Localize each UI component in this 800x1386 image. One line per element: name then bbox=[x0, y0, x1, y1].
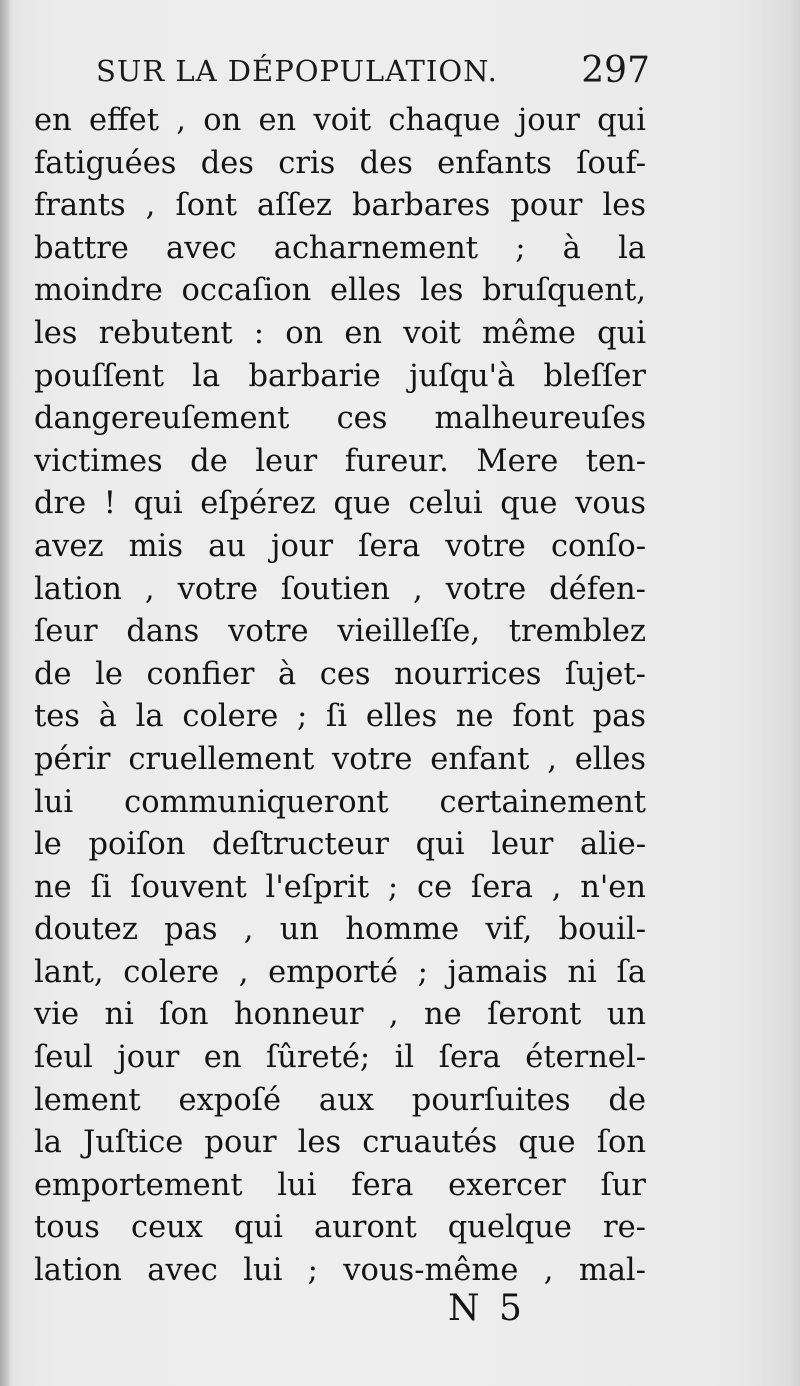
text-line: lant, colere , emporté ; jamais ni ſa bbox=[34, 954, 646, 990]
text-line: pouſſent la barbarie juſqu'à bleſſer bbox=[34, 358, 646, 394]
text-line: dre ! qui eſpérez que celui que vous bbox=[34, 486, 646, 522]
text-line: de le confier à ces nourrices ſujet- bbox=[34, 656, 646, 692]
text-line: périr cruellement votre enfant , elles bbox=[34, 741, 646, 777]
text-line: ne ſi ſouvent l'eſprit ; ce ſera , n'en bbox=[34, 869, 646, 905]
text-line: ſeur dans votre vieilleſſe, tremblez bbox=[34, 614, 646, 650]
text-line: la Juſtice pour les cruautés que ſon bbox=[34, 1125, 646, 1161]
page-header bbox=[96, 50, 656, 100]
running-head: SUR LA DÉPOPULATION. bbox=[96, 54, 498, 88]
text-line: lui communiqueront certainement bbox=[34, 784, 646, 820]
text-line: le poiſon deſtructeur qui leur alie- bbox=[34, 827, 646, 863]
body-text bbox=[34, 100, 646, 1293]
text-line: victimes de leur fureur. Mere ten- bbox=[34, 443, 646, 479]
text-line: tes à la colere ; ſi elles ne font pas bbox=[34, 699, 646, 735]
text-line: emportement lui fera exercer ſur bbox=[34, 1167, 646, 1203]
text-line: vie ni ſon honneur , ne ſeront un bbox=[34, 997, 646, 1033]
page-gutter bbox=[0, 0, 10, 1386]
text-line: en effet , on en voit chaque jour qui bbox=[34, 103, 646, 138]
page-number: 297 bbox=[581, 50, 650, 91]
text-line: ſeul jour en ſûreté; il ſera éternel- bbox=[34, 1040, 646, 1076]
text-line: lation avec lui ; vous-même , mal- bbox=[34, 1253, 646, 1289]
text-line: battre avec acharnement ; à la bbox=[34, 230, 646, 266]
text-line: lation , votre ſoutien , votre défen- bbox=[34, 571, 646, 607]
text-line: fatiguées des cris des enfants ſouf- bbox=[34, 145, 646, 181]
text-line: lement expoſé aux pourſuites de bbox=[34, 1082, 646, 1118]
text-line: les rebutent : on en voit même qui bbox=[34, 315, 646, 351]
signature-mark: N 5 bbox=[448, 1288, 526, 1329]
text-line: doutez pas , un homme vif, bouil- bbox=[34, 912, 646, 948]
text-line: dangereuſement ces malheureuſes bbox=[34, 401, 646, 437]
text-line: moindre occaſion elles les bruſquent, bbox=[34, 273, 646, 309]
text-line: frants , ſont aſſez barbares pour les bbox=[34, 188, 646, 224]
text-line: tous ceux qui auront quelque re- bbox=[34, 1210, 646, 1246]
text-line: avez mis au jour ſera votre conſo- bbox=[34, 528, 646, 564]
